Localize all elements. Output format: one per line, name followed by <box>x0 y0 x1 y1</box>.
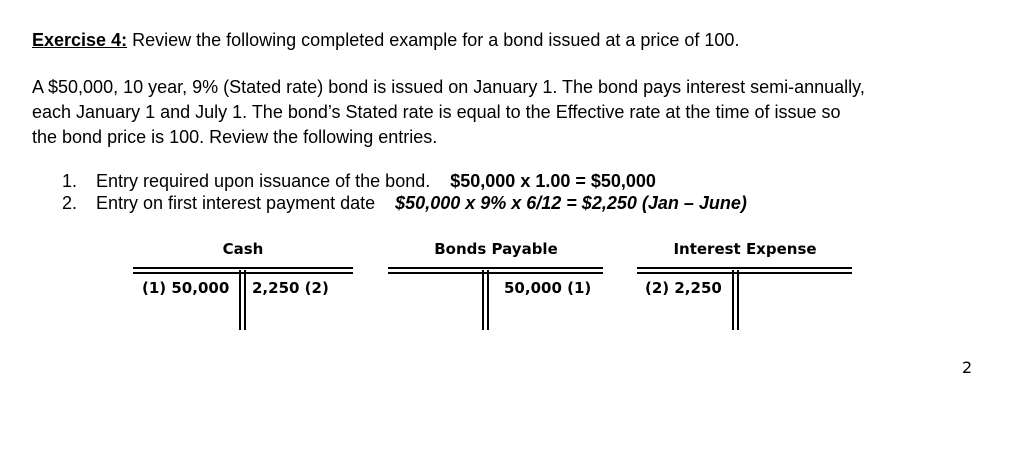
list-item-2 <box>62 193 747 214</box>
t-account-rule <box>388 267 603 274</box>
t-account-title: Bonds Payable <box>434 240 558 258</box>
paragraph-line-1: A $50,000, 10 year, 9% (Stated rate) bond is issued on January 1. The bond pays interest semi-annually, <box>32 77 865 97</box>
page-number: 2 <box>962 358 973 377</box>
t-account-divider <box>239 270 246 330</box>
t-account-title: Cash <box>222 240 264 258</box>
entry-text: Entry required upon issuance of the bond. <box>96 171 431 191</box>
list-number: 1. <box>62 171 78 191</box>
t-account-divider <box>732 270 739 330</box>
t-account-title: Interest Expense <box>673 240 817 258</box>
exercise-heading <box>32 29 739 51</box>
paragraph-line-2: each January 1 and July 1. The bond’s Stated rate is equal to the Effective rate at the time of issue so <box>32 102 841 122</box>
paragraph-line-3: the bond price is 100. Review the following entries. <box>32 127 438 147</box>
entry-formula: $50,000 x 1.00 = $50,000 <box>450 171 656 191</box>
credit-entry: 50,000 (1) <box>504 279 592 297</box>
credit-entry: 2,250 (2) <box>252 279 329 297</box>
list-number: 2. <box>62 193 78 213</box>
entry-formula: $50,000 x 9% x 6/12 = $2,250 (Jan – June) <box>395 193 747 213</box>
t-account-divider <box>482 270 489 330</box>
debit-entry: (1) 50,000 <box>142 279 230 297</box>
exercise-title: Review the following completed example for a bond issued at a price of 100. <box>132 30 740 50</box>
list-item-1 <box>62 171 656 192</box>
exercise-label: Exercise 4: <box>32 30 128 50</box>
t-account-rule <box>637 267 852 274</box>
debit-entry: (2) 2,250 <box>645 279 722 297</box>
entry-text: Entry on first interest payment date <box>96 193 376 213</box>
